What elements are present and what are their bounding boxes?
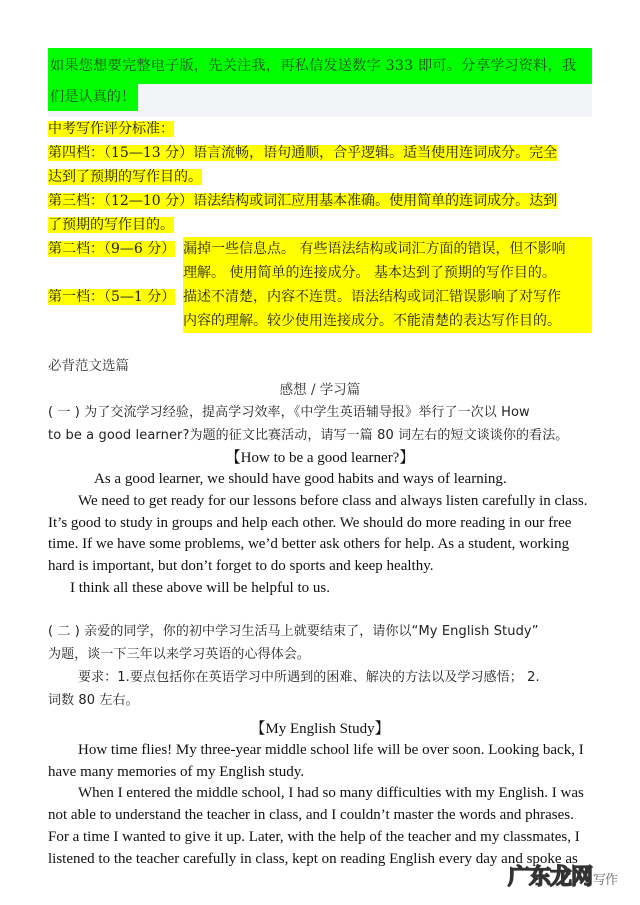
essay-1-paragraph-2: We need to get ready for our lessons before class and always listen carefully in class. It’s good to study in groups and help each other. We should do more reading in our free time. If we have some problems, we’d better ask others for help. As a student, working hard is important, but don’t forget to do sports and keep healthy. xyxy=(48,492,588,575)
tier-2-desc-1: 漏掉一些信息点。 有些语法结构或词汇方面的错误，但不影响 xyxy=(183,237,592,261)
essay-2-prompt xyxy=(48,620,592,712)
section-heading: 必背范文选篇 xyxy=(48,358,129,374)
promo-text-line-2: 们是认真的！ xyxy=(48,84,138,111)
section-subheading: 感想 / 学习篇 xyxy=(279,382,361,398)
essay-2-body xyxy=(48,740,592,871)
grading-title-row xyxy=(48,117,592,141)
tier-1-desc-1: 描述不清楚，内容不连贯。语法结构或词汇错误影响了对写作 xyxy=(183,285,592,309)
tier-3-line-1 xyxy=(48,189,592,213)
tier-3-desc-1: 语法结构或词汇应用基本准确。使用简单的连词成分。达到 xyxy=(193,193,558,209)
essay-1-title: 【How to be a good learner?】 xyxy=(225,450,415,466)
tier-1-desc-2: 内容的理解。较少使用连接成分。不能清楚的表达写作目的。 xyxy=(183,309,592,333)
tier-3-line-2 xyxy=(48,213,592,237)
tier-4-desc-2: 达到了预期的写作目的。 xyxy=(48,169,202,185)
essay-1-prompt xyxy=(48,401,592,447)
essay-2-requirement-line-1: 要求：1.要点包括你在英语学习中所遇到的困难、解决的方法以及学习感悟； 2. xyxy=(78,669,540,685)
tier-4-label: 第四档：（15—13 分） xyxy=(48,145,194,161)
tier-4-desc-1: 语言流畅，语句通顺，合乎逻辑。适当使用连词成分。完全 xyxy=(193,145,558,161)
tier-3-label: 第三档：（12—10 分） xyxy=(48,193,194,209)
tier-2 xyxy=(48,237,592,285)
essay-2-prompt-line-2: 为题，谈一下三年以来学习英语的心得体会。 xyxy=(48,646,311,662)
essay-2-paragraph-2: When I entered the middle school, I had so many difficulties with my English. I was not able to understand the teacher in class, and I couldn’t master the words and phrases. For a time I wanted to give it up. Later, with the help of the teacher and my classmates, I listened to the teacher carefully in class, kept on reading English every day and spoke as xyxy=(48,785,584,867)
essay-2-title: 【My English Study】 xyxy=(250,720,390,737)
promo-row-2 xyxy=(48,84,592,117)
grading-title: 中考写作评分标准： xyxy=(48,121,174,137)
essay-1-paragraph-3: I think all these above will be helpful to us. xyxy=(70,579,330,596)
tier-4-line-1 xyxy=(48,141,592,165)
essay-1-prompt-line-1: ( 一 ) 为了交流学习经验，提高学习效率，《中学生英语辅导报》举行了一次以 How xyxy=(48,405,530,420)
watermark-logo xyxy=(508,860,617,891)
essay-2-paragraph-1: How time flies! My three-year middle school life will be over soon. Looking back, I have many memories of my English study. xyxy=(48,741,584,780)
grading-standard xyxy=(48,117,592,333)
essay-2-prompt-line-1: ( 二 ) 亲爱的同学，你的初中学习生活马上就要结束了，请你以“My English Study” xyxy=(48,623,539,639)
tier-3-desc-2: 了预期的写作目的。 xyxy=(48,217,174,233)
essay-2-requirement-line-2: 词数 80 左右。 xyxy=(48,692,139,708)
watermark-suffix: 写作 xyxy=(593,873,618,888)
essay-1-body xyxy=(48,469,592,600)
tier-2-label: 第二档：（9—6 分） xyxy=(48,241,176,257)
promo-banner xyxy=(48,48,592,117)
essay-1-prompt-line-2: to be a good learner?为题的征文比赛活动，请写一篇 80 词左右的短文谈谈你的看法。 xyxy=(48,428,569,443)
tier-1 xyxy=(48,285,592,333)
essay-section xyxy=(48,354,592,871)
watermark-brand: 广东龙网 xyxy=(508,865,593,890)
tier-4-line-2 xyxy=(48,165,592,189)
tier-2-desc-2: 理解。 使用简单的连接成分。 基本达到了预期的写作目的。 xyxy=(183,261,592,285)
essay-1-paragraph-1: As a good learner, we should have good habits and ways of learning. xyxy=(94,471,507,487)
promo-text-line-1: 如果您想要完整电子版，先关注我，再私信发送数字 333 即可。分享学习资料，我 xyxy=(48,48,592,84)
tier-1-label: 第一档：（5—1 分） xyxy=(48,289,176,305)
